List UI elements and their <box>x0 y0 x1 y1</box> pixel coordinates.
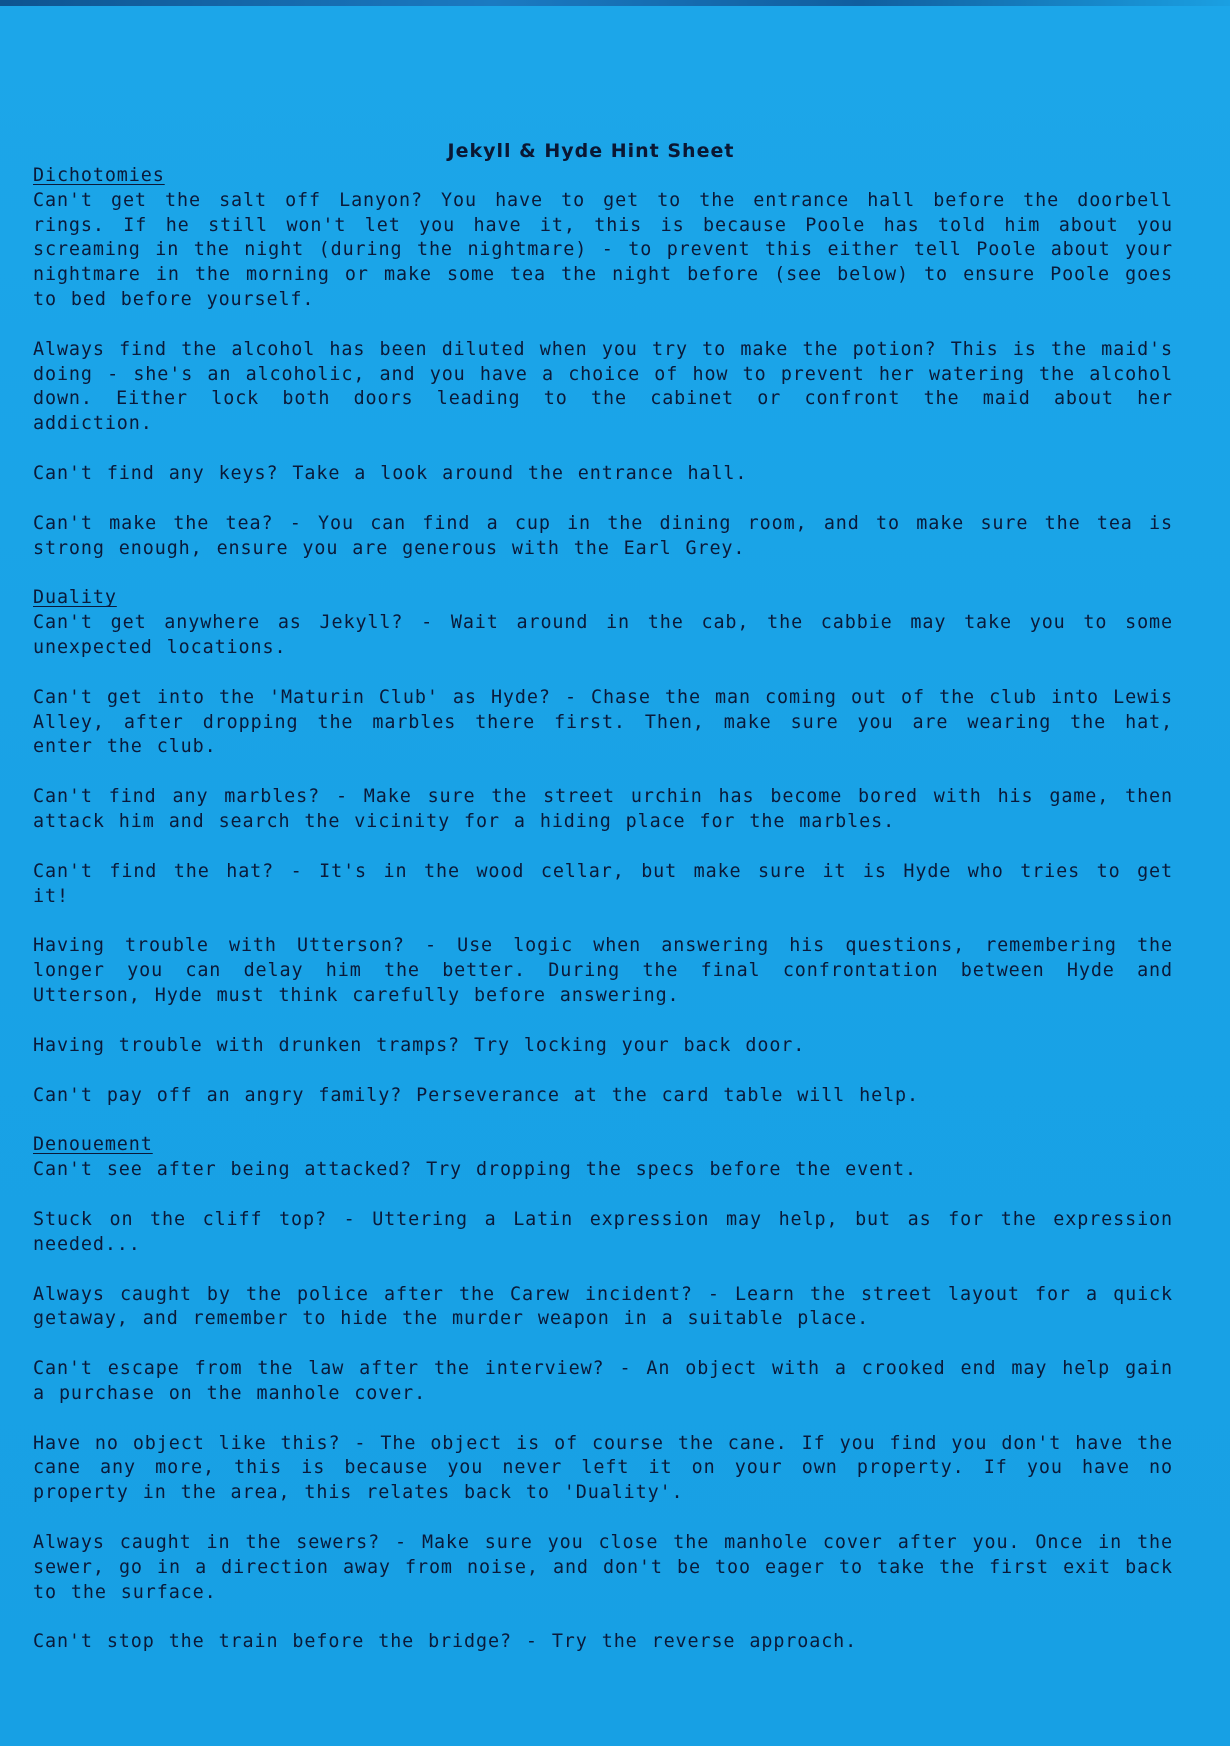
hint-paragraph: Can't get the salt off Lanyon? You have to get to the entrance hall before the doorbell rings. If he still won't let you have it, this is because Poole has told him about you screaming in the night (during the nightmare) - to prevent this either tell Poole about your nightmare in the morning or make some tea the night before (see below) to ensure Poole goes to bed before yourself. <box>33 189 1173 310</box>
hint-paragraph: Can't find any marbles? - Make sure the street urchin has become bored with his game, then attack him and search the vicinity for a hiding place for the marbles. <box>33 786 1173 832</box>
hint-paragraph: Can't escape from the law after the interview? - An object with a crooked end may help gain a purchase on the manhole cover. <box>33 1358 1173 1404</box>
page-title: Jekyll & Hyde Hint Sheet <box>447 140 735 162</box>
section-dichotomies <box>33 164 1173 561</box>
hint-paragraph: Can't get anywhere as Jekyll? - Wait around in the cab, the cabbie may take you to some unexpected locations. <box>33 612 1173 658</box>
hint-paragraph: Can't make the tea? - You can find a cup in the dining room, and to make sure the tea is strong enough, ensure you are generous with the Earl Grey. <box>33 512 1173 559</box>
hint-paragraph: Can't see after being attacked? Try dropping the specs before the event. <box>33 1159 917 1181</box>
section-heading: Denouement <box>33 1134 153 1156</box>
hint-paragraph: Always find the alcohol has been diluted when you try to make the potion? This is the maid's doing - she's an alcoholic, and you have a choice of how to prevent her watering the alcohol down. Either lock both doors leading to the cabinet or confront the maid about her addiction. <box>33 338 1173 435</box>
hint-paragraph: Having trouble with Utterson? - Use logic when answering his questions, remembering the longer you can delay him the better. During the final confrontation between Hyde and Utterson, Hyde must think carefully before answering. <box>33 935 1173 1006</box>
hint-paragraph: Can't get into the 'Maturin Club' as Hyde? - Chase the man coming out of the club into Lewis Alley, after dropping the marbles there first. Then, make sure you are wearing the hat, enter the club. <box>33 686 1173 758</box>
section-heading: Duality <box>33 587 117 609</box>
hint-paragraph: Can't stop the train before the bridge? - Try the reverse approach. <box>33 1631 858 1653</box>
hint-paragraph: Have no object like this? - The object is of course the cane. If you find you don't have the cane any more, this is because you never left it on your own property. If you have no property in the area, this relates back to 'Duality'. <box>33 1432 1173 1504</box>
hint-paragraph: Can't find the hat? - It's in the wood cellar, but make sure it is Hyde who tries to get it! <box>33 860 1173 907</box>
hint-paragraph: Stuck on the cliff top? - Uttering a Latin expression may help, but as for the expression needed... <box>33 1208 1173 1255</box>
section-heading: Dichotomies <box>33 165 165 186</box>
hint-paragraph: Having trouble with drunken tramps? Try locking your back door. <box>33 1034 806 1056</box>
scan-edge-shadow <box>0 0 1230 6</box>
hint-paragraph: Always caught by the police after the Carew incident? - Learn the street layout for a quick getaway, and remember to hide the murder weapon in a suitable place. <box>33 1283 1173 1330</box>
hint-paragraph: Always caught in the sewers? - Make sure you close the manhole cover after you. Once in the sewer, go in a direction away from noise, and don't be too eager to take the first exit back to the surface. <box>33 1532 1173 1603</box>
hint-paragraph: Can't find any keys? Take a look around the entrance hall. <box>33 462 748 484</box>
section-duality <box>33 586 1173 1108</box>
hint-paragraph: Can't pay off an angry family? Perseverance at the card table will help. <box>33 1084 919 1106</box>
section-denouement <box>33 1133 1173 1655</box>
hint-content <box>33 164 1173 1680</box>
